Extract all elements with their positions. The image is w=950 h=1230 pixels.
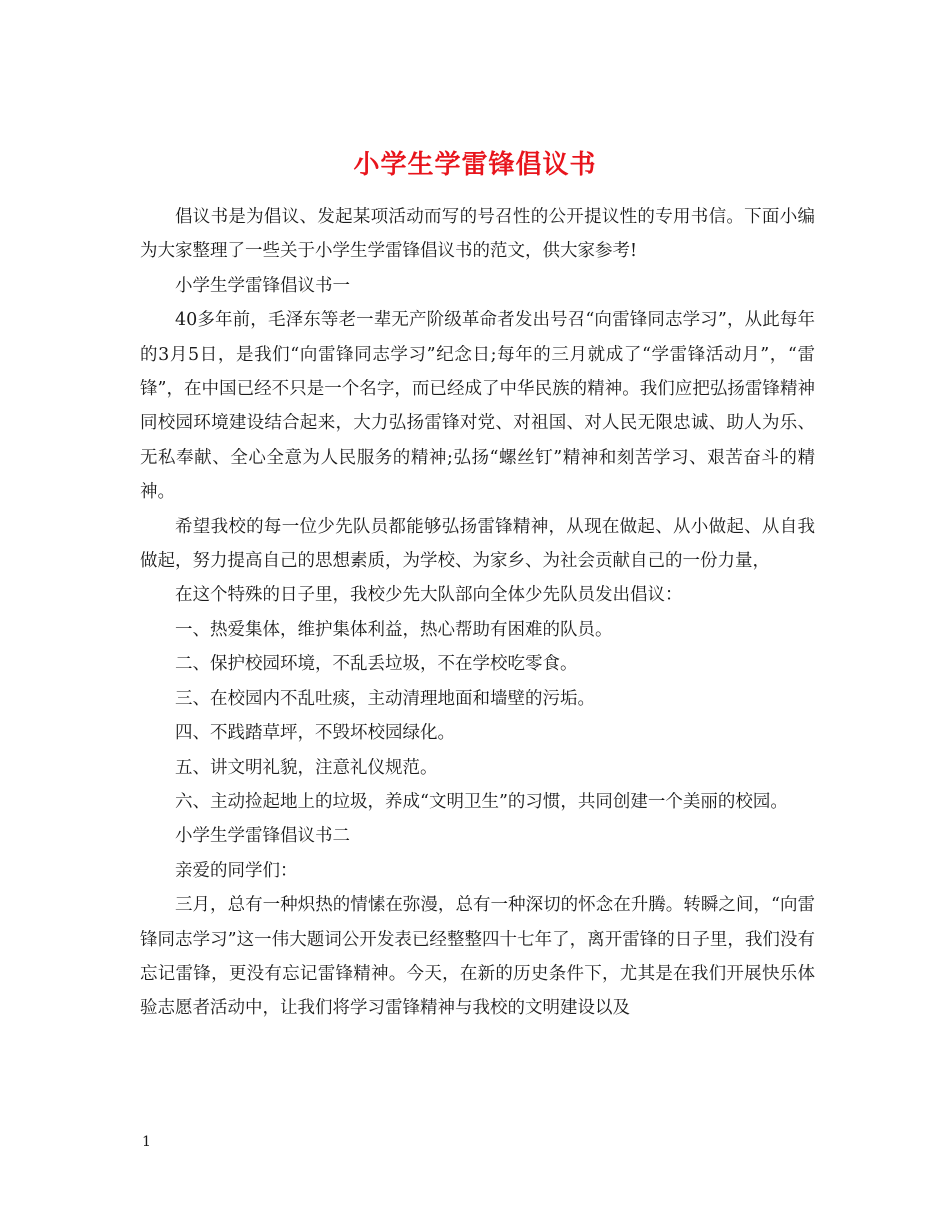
list-item: 五、讲文明礼貌，注意礼仪规范。 bbox=[175, 757, 438, 778]
body-paragraph: 三月，总有一种炽热的情愫在弥漫，总有一种深切的怀念在升腾。转瞬之间，“向雷锋同志学习”这一伟大题词公开发表已经整整四十七年了，离开雷锋的日子里，我们没有忘记雷锋，更没有忘记雷锋精神。今天，在新的历史条件下，尤其是在我们开展快乐体验志愿者活动中，让我们将学习雷锋精神与我校的文明建设以及 bbox=[140, 895, 815, 1019]
list-item: 一、热爱集体，维护集体利益，热心帮助有困难的队员。 bbox=[175, 619, 613, 640]
document-body bbox=[140, 200, 815, 1026]
body-paragraph: 希望我校的每一位少先队员都能够弘扬雷锋精神，从现在做起、从小做起、从自我做起，努力提高自己的思想素质，为学校、为家乡、为社会贡献自己的一份力量， bbox=[140, 516, 815, 572]
page-number: 1 bbox=[142, 1134, 151, 1150]
salutation: 亲爱的同学们： bbox=[175, 860, 298, 881]
body-paragraph: 在这个特殊的日子里，我校少先大队部向全体少先队员发出倡议： bbox=[175, 585, 683, 606]
document-title: 小学生学雷锋倡议书 bbox=[353, 150, 597, 181]
list-item: 四、不践踏草坪，不毁坏校园绿化。 bbox=[175, 723, 455, 744]
body-paragraph: 40多年前，毛泽东等老一辈无产阶级革命者发出号召“向雷锋同志学习”，从此每年的3月5日，是我们“向雷锋同志学习”纪念日;每年的三月就成了“学雷锋活动月”，“雷锋”，在中国已经不只是一个名字，而已经成了中华民族的精神。我们应把弘扬雷锋精神同校园环境建设结合起来，大力弘扬雷锋对党、对祖国、对人民无限忠诚、助人为乐、无私奉献、全心全意为人民服务的精神;弘扬“螺丝钉”精神和刻苦学习、艰苦奋斗的精神。 bbox=[140, 310, 815, 503]
list-item: 三、在校园内不乱吐痰，主动清理地面和墙壁的污垢。 bbox=[175, 688, 595, 709]
list-item: 六、主动捡起地上的垃圾，养成“文明卫生”的习惯，共同创建一个美丽的校园。 bbox=[175, 791, 788, 812]
list-item: 二、保护校园环境，不乱丢垃圾，不在学校吃零食。 bbox=[175, 654, 578, 675]
intro-paragraph: 倡议书是为倡议、发起某项活动而写的号召性的公开提议性的专用书信。下面小编为大家整理了一些关于小学生学雷锋倡议书的范文，供大家参考! bbox=[140, 207, 815, 262]
section-heading-one: 小学生学雷锋倡议书一 bbox=[175, 275, 350, 296]
section-heading-two: 小学生学雷锋倡议书二 bbox=[175, 826, 350, 847]
